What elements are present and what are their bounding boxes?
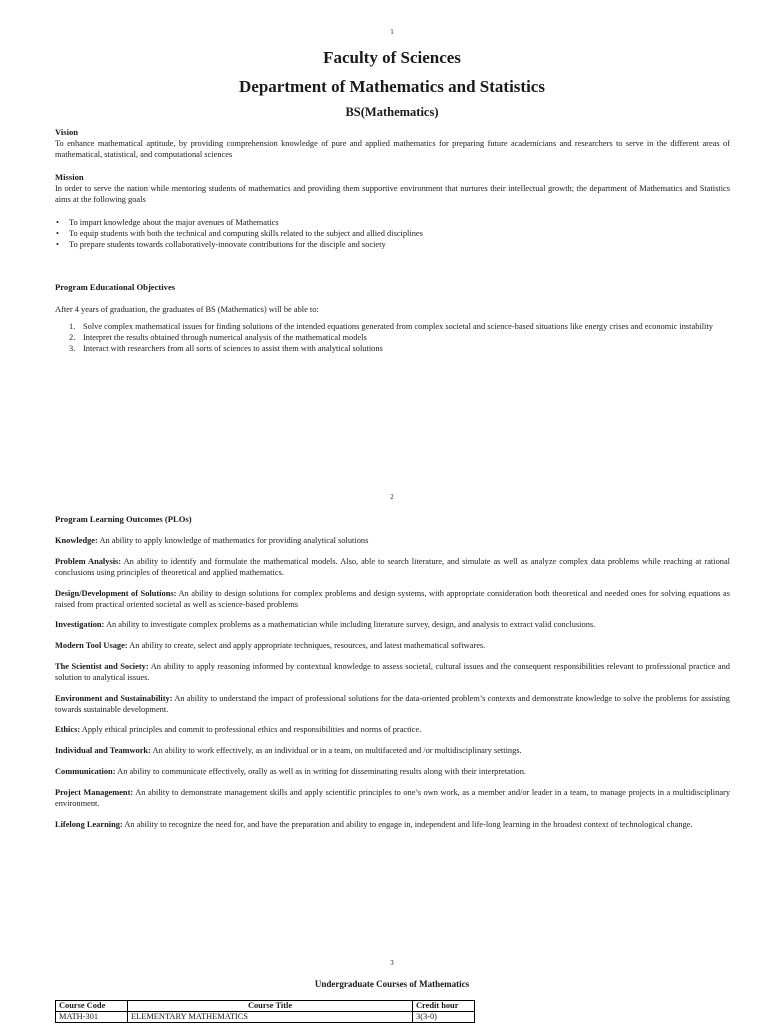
plo-item bbox=[55, 640, 730, 651]
plo-text: An ability to design solutions for complex problems and design systems, with appropriate consideration both theoretical and needed ones for solving equations as raised from practical oriented societal as well as science-based problems bbox=[55, 589, 730, 609]
plo-heading: Program Learning Outcomes (PLOs) bbox=[55, 514, 192, 524]
peo-list bbox=[55, 321, 730, 354]
list-item bbox=[55, 321, 730, 332]
list-number: 1. bbox=[69, 322, 76, 331]
plo-label: Lifelong Learning: bbox=[55, 820, 123, 829]
plo-text: Apply ethical principles and commit to professional ethics and responsibilities and norms of practice. bbox=[81, 725, 422, 734]
mission-text: In order to serve the nation while mentoring students of mathematics and providing them supportive environment that nurtures their intellectual growth; the department of Mathematics and Statistics aims at the following goals bbox=[55, 184, 730, 204]
plo-text: An ability to work effectively, as an individual or in a team, on multifaceted and /or multidisciplinary settings. bbox=[152, 746, 522, 755]
plo-item bbox=[55, 556, 730, 578]
list-item bbox=[55, 332, 730, 343]
column-header: Course Code bbox=[56, 1001, 128, 1012]
list-number: 3. bbox=[69, 344, 76, 353]
list-text: Interpret the results obtained through numerical analysis of the mathematical models bbox=[83, 333, 367, 342]
plo-text: An ability to understand the impact of professional solutions for the data-oriented problem’s contexts and demonstrate knowledge to solve the problems for assisting towards sustainable development. bbox=[55, 694, 730, 714]
plo-text: An ability to identify and formulate the mathematical models. Also, able to search literature, and simulate as well as analyze complex data problems while reaching at rational conclusions using principles of theoretical and applied mathematics. bbox=[55, 557, 730, 577]
plo-label: Problem Analysis: bbox=[55, 557, 122, 566]
plo-item bbox=[55, 766, 730, 777]
faculty-title: Faculty of Sciences bbox=[323, 48, 461, 67]
plo-text: An ability to communicate effectively, orally as well as in writing for disseminating results along with their interpretation. bbox=[117, 767, 527, 776]
plo-label: The Scientist and Society: bbox=[55, 662, 149, 671]
page-number: 3 bbox=[390, 959, 394, 967]
peo-heading-wrap bbox=[55, 282, 730, 293]
table-cell: MATH-301 bbox=[56, 1012, 128, 1023]
plo-text: An ability to apply knowledge of mathematics for providing analytical solutions bbox=[99, 536, 369, 545]
plo-item bbox=[55, 819, 730, 830]
plo-item bbox=[55, 724, 730, 735]
plo-text: An ability to demonstrate management skills and apply scientific principles to one’s own work, as a member and/or leader in a team, to manage projects in a multidisciplinary environment. bbox=[55, 788, 731, 808]
plo-text: An ability to recognize the need for, and have the preparation and ability to engage in, independent and life-long learning in the broadest context of technological change. bbox=[124, 820, 693, 829]
list-text: Solve complex mathematical issues for finding solutions of the intended equations generated from complex societal and science-based situations like energy crises and economic instability bbox=[83, 322, 713, 331]
peo-intro: After 4 years of graduation, the graduates of BS (Mathematics) will be able to: bbox=[55, 305, 319, 314]
plo-text: An ability to investigate complex problems as a mathematician while including literature survey, design, and analysis to extract valid conclusions. bbox=[105, 620, 596, 629]
plo-label: Environment and Sustainability: bbox=[55, 694, 173, 703]
plo-item bbox=[55, 787, 730, 809]
plo-item bbox=[55, 535, 730, 546]
plo-text: An ability to apply reasoning informed by contextual knowledge to assess societal, cultural issues and the consequent responsibilities relevant to professional practice and solution to analytical issues. bbox=[55, 662, 730, 682]
plo-item bbox=[55, 693, 730, 715]
list-item bbox=[55, 343, 730, 354]
plo-label: Knowledge: bbox=[55, 536, 98, 545]
list-item: • To impart knowledge about the major avenues of Mathematics bbox=[55, 217, 730, 228]
page-number: 2 bbox=[390, 493, 394, 501]
table-row bbox=[56, 1012, 475, 1023]
vision-heading: Vision bbox=[55, 127, 79, 137]
courses-table bbox=[55, 1000, 475, 1023]
department-title: Department of Mathematics and Statistics bbox=[239, 77, 545, 96]
peo-heading: Program Educational Objectives bbox=[55, 282, 176, 292]
plo-label: Investigation: bbox=[55, 620, 105, 629]
mission-section bbox=[55, 172, 730, 205]
list-number: 2. bbox=[69, 333, 76, 342]
plo-item bbox=[55, 661, 730, 683]
plo-label: Communication: bbox=[55, 767, 116, 776]
plo-label: Project Management: bbox=[55, 788, 134, 797]
column-header: Course Title bbox=[128, 1001, 413, 1012]
plo-text: An ability to create, select and apply appropriate techniques, resources, and latest mathematical softwares. bbox=[129, 641, 486, 650]
plo-item bbox=[55, 619, 730, 630]
table-header-row bbox=[56, 1001, 475, 1012]
plo-label: Design/Development of Solutions: bbox=[55, 589, 177, 598]
list-text: Interact with researchers from all sorts of sciences to assist them with analytical solutions bbox=[83, 344, 383, 353]
list-item: • To prepare students towards collaboratively-innovate contributions for the disciple and society bbox=[55, 239, 730, 250]
column-header: Credit hour bbox=[413, 1001, 475, 1012]
mission-goals-list bbox=[55, 217, 730, 250]
plo-label: Modern Tool Usage: bbox=[55, 641, 128, 650]
plo-label: Ethics: bbox=[55, 725, 81, 734]
list-item: • To equip students with both the technical and computing skills related to the subject and allied disciplines bbox=[55, 228, 730, 239]
table-cell: 3(3-0) bbox=[413, 1012, 475, 1023]
vision-text: To enhance mathematical aptitude, by providing comprehension knowledge of pure and applied mathematics for preparing future academicians and researchers to serve in the different areas of mathematical, statistical, and computational sciences bbox=[55, 139, 730, 159]
vision-section bbox=[55, 127, 730, 160]
plo-item bbox=[55, 588, 730, 610]
plo-label: Individual and Teamwork: bbox=[55, 746, 151, 755]
program-title: BS(Mathematics) bbox=[345, 105, 439, 119]
courses-heading: Undergraduate Courses of Mathematics bbox=[314, 979, 470, 989]
table-cell: ELEMENTARY MATHEMATICS bbox=[128, 1012, 413, 1023]
plo-item bbox=[55, 745, 730, 756]
mission-heading: Mission bbox=[55, 172, 84, 182]
page-number: 1 bbox=[390, 28, 394, 36]
